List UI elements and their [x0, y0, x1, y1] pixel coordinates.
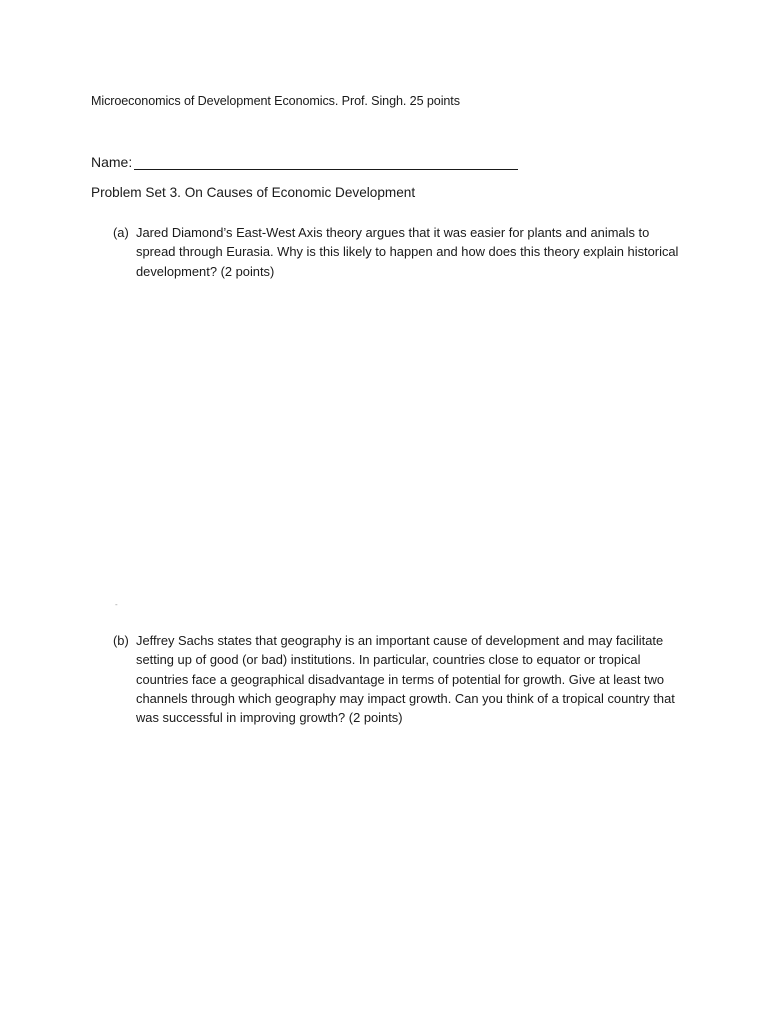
question-label: (a)	[113, 225, 129, 240]
name-blank-line	[134, 154, 518, 170]
problem-set-title: Problem Set 3. On Causes of Economic Development	[91, 185, 416, 200]
question-a	[113, 223, 683, 281]
question-label: (b)	[113, 633, 129, 648]
name-field	[91, 154, 518, 170]
course-header: Microeconomics of Development Economics. Prof. Singh. 25 points	[91, 94, 460, 108]
question-text: Jeffrey Sachs states that geography is an important cause of development and may facilitate setting up of good (or bad) institutions. In particular, countries close to equator or tropical countries face a geographical disadvantage in terms of potential for growth. Give at least two channels through which geography may impact growth. Can you think of a tropical country that was successful in improving growth? (2 points)	[136, 633, 675, 726]
question-text: Jared Diamond’s East-West Axis theory argues that it was easier for plants and animals to spread through Eurasia. Why is this likely to happen and how does this theory explain historical development? (2 points)	[136, 225, 679, 279]
question-b	[113, 631, 683, 727]
stray-mark: -	[115, 600, 118, 609]
name-label: Name:	[91, 154, 133, 170]
